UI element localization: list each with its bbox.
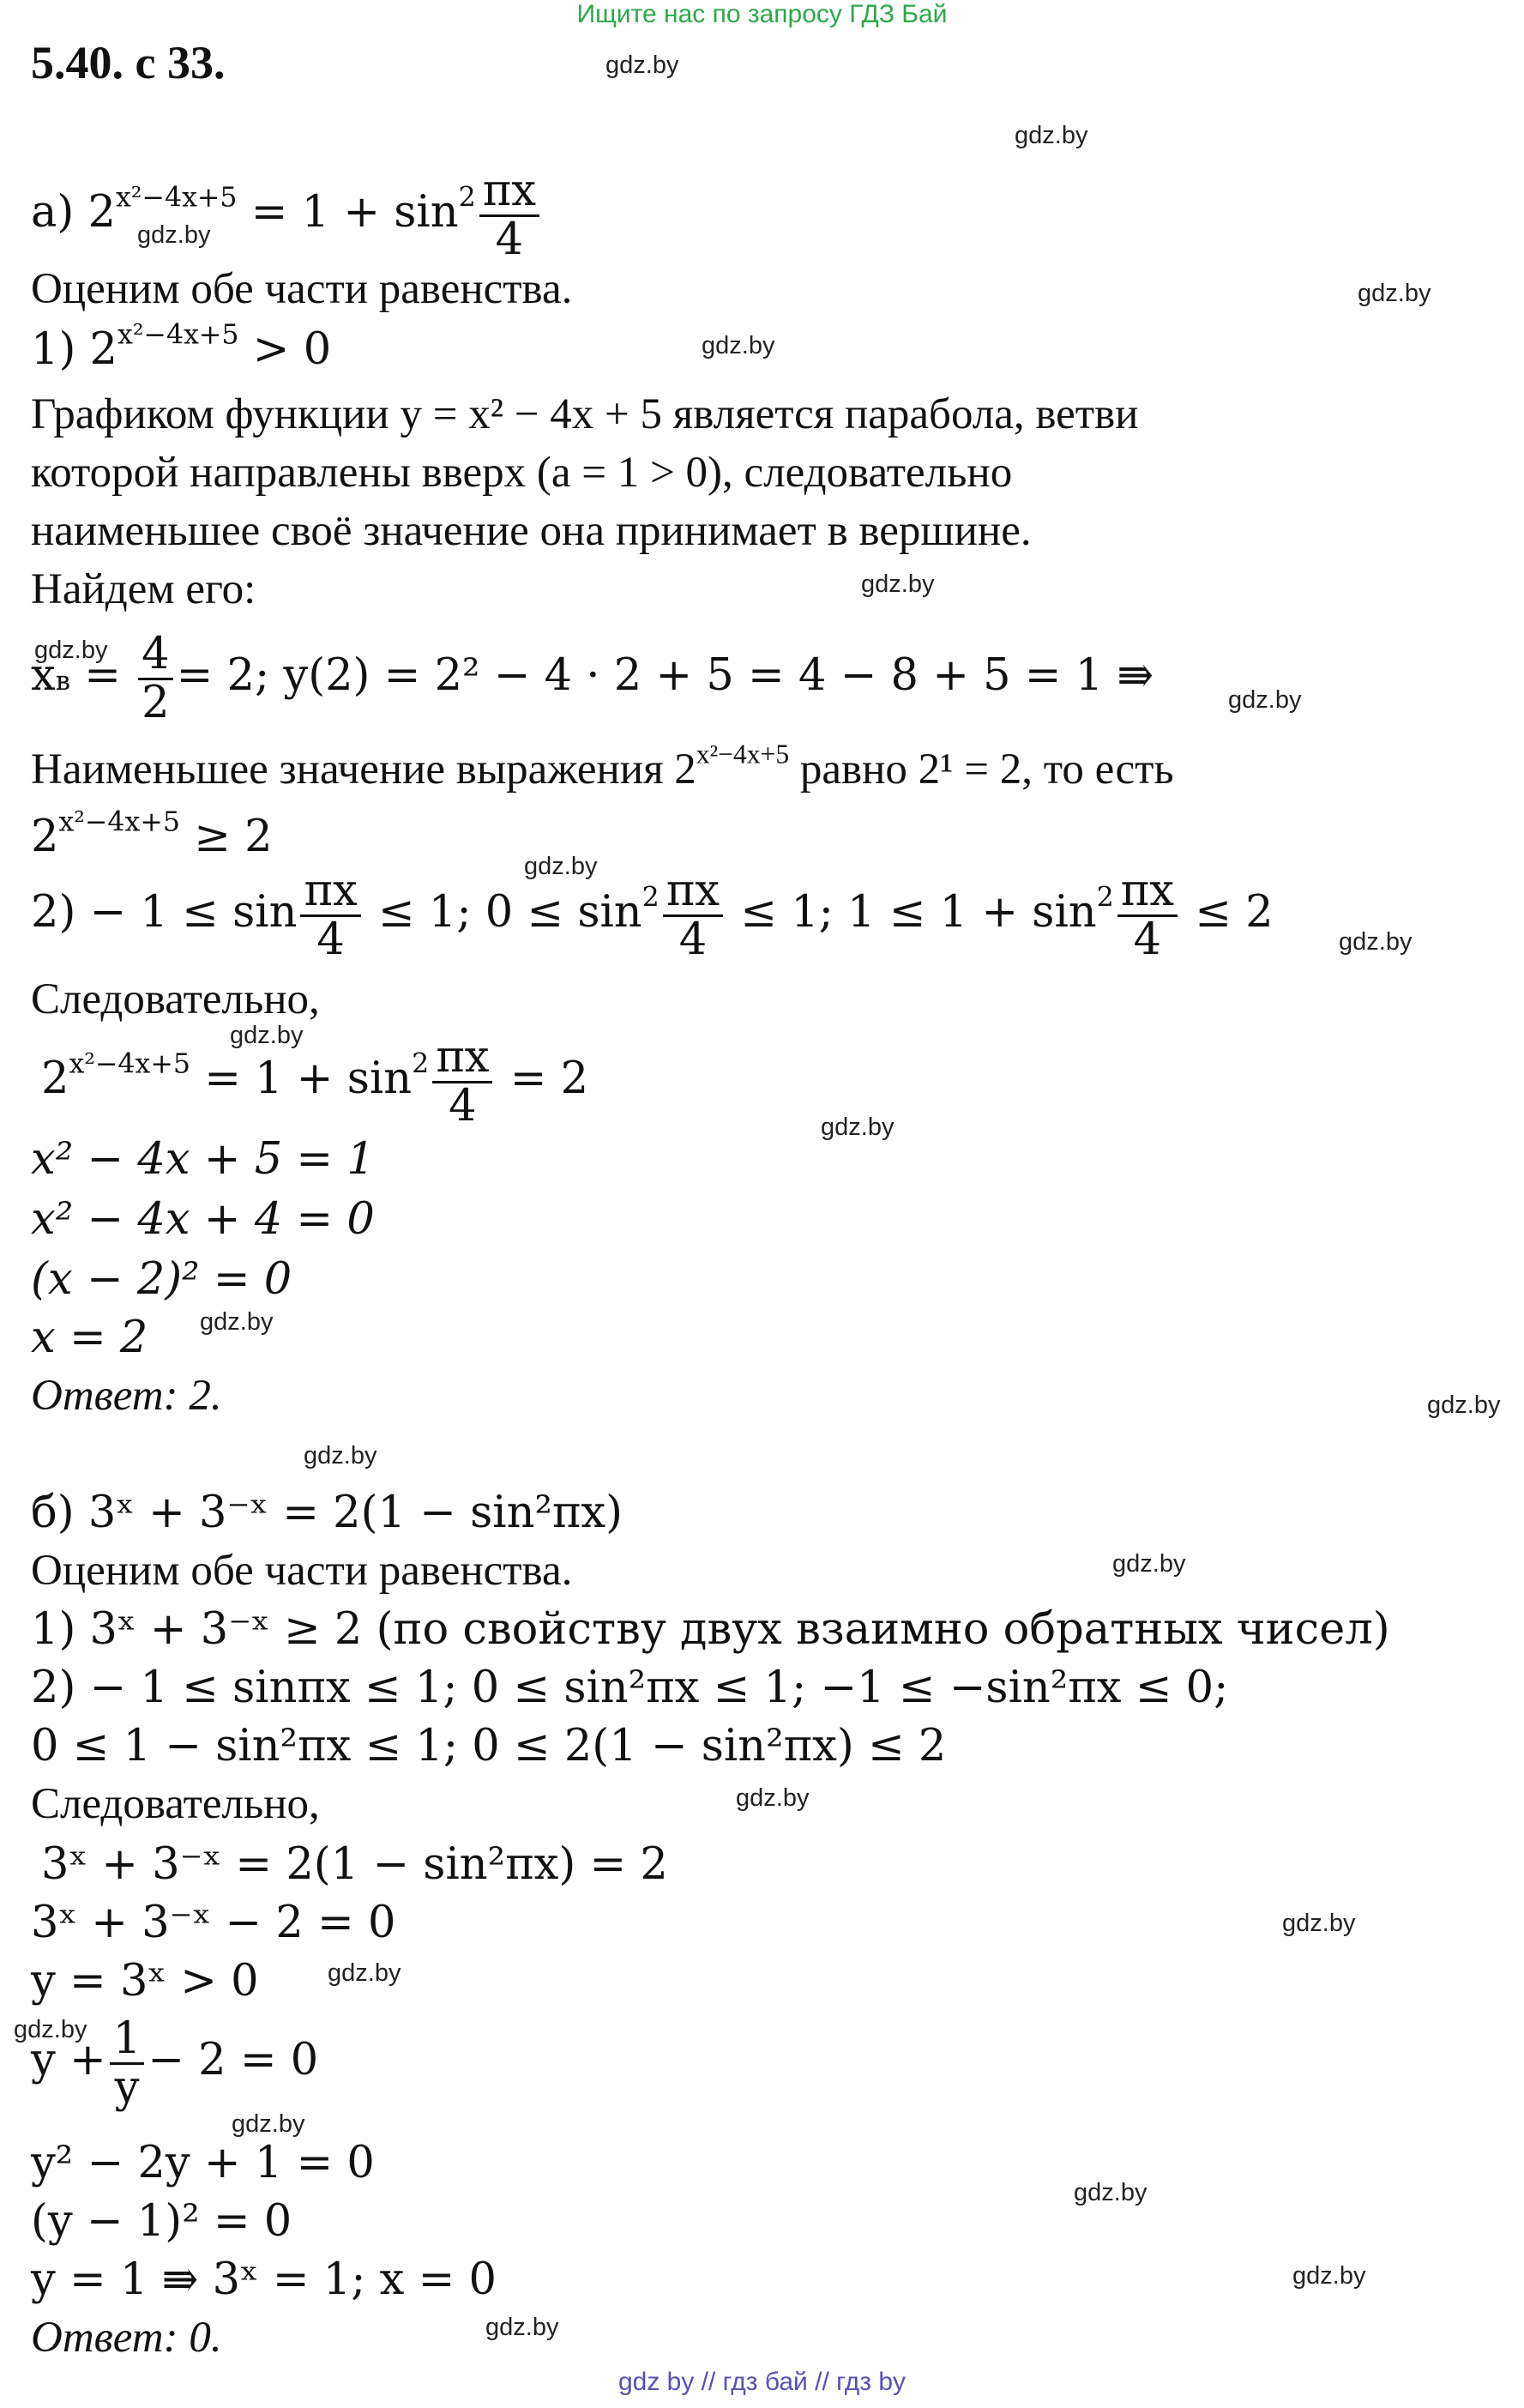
solve-step-4: x = 2 <box>31 1313 148 1363</box>
solve-b-1: 3ˣ + 3⁻ˣ = 2(1 − sin²πx) = 2 <box>41 1839 668 1890</box>
answer-a: Ответ: 2. <box>31 1372 222 1420</box>
watermark: gdz.by <box>232 2110 305 2138</box>
watermark: gdz.by <box>1282 1910 1356 1937</box>
solve-b-2: 3ˣ + 3⁻ˣ − 2 = 0 <box>31 1898 396 1948</box>
watermark: gdz.by <box>1112 1550 1186 1578</box>
watermark: gdz.by <box>137 221 211 249</box>
watermark: gdz.by <box>328 1959 401 1987</box>
watermark: gdz.by <box>34 637 108 664</box>
step2-a: 2) − 1 ≤ sin $\frac{\pi x}{4}$ ≤ 1; $0 \le \sin^2$ $\frac{\pi x}{4}$ ≤ 1; $1 \le 1 + \sin^2$ $\frac{\pi x}{4}$ ≤ 2 <box>31 866 1274 965</box>
watermark: gdz.by <box>304 1442 377 1470</box>
watermark: gdz.by <box>1015 122 1088 149</box>
solve-b-3: y = 3ˣ > 0 <box>31 1956 259 2007</box>
watermark: gdz.by <box>736 1784 810 1812</box>
problem-a: а) $2^{x^2-4x+5} = 1 + \sin^2$ $\frac{\pi x}{4}$ <box>31 168 543 263</box>
solve-step-1: x² − 4x + 5 = 1 <box>31 1134 375 1185</box>
solve-step-3: (x − 2)² = 0 <box>31 1254 292 1305</box>
page-title: 5.40. с 33. <box>31 37 226 88</box>
solve-b-4: y + $\frac{1}{y}$ − 2 = 0 <box>31 2013 319 2113</box>
watermark: gdz.by <box>200 1308 274 1336</box>
explain-line-1: Графиком функции y = x² − 4x + 5 является парабола, ветви <box>31 390 1139 438</box>
solve-b-7: y = 1 ⇛ 3ˣ = 1; x = 0 <box>31 2254 497 2305</box>
watermark: gdz.by <box>1358 280 1431 307</box>
watermark: gdz.by <box>524 853 598 880</box>
problem-b: б) 3ˣ + 3⁻ˣ = 2(1 − sin²πx) <box>31 1488 623 1538</box>
watermark: gdz.by <box>702 332 775 359</box>
estimate-a: Оценим обе части равенства. <box>31 265 573 313</box>
solve-b-5: y² − 2y + 1 = 0 <box>31 2138 375 2188</box>
vertex-calc: xв = $\frac{4}{2}$ = 2; y(2) = 2² − 4 · 2 + 5 = 4 − 8 + 5 = 1 ⇛ <box>31 629 1154 728</box>
step1-a: 1) $2^{x^2-4x+5} > 0$ <box>31 319 332 375</box>
therefore-b: Следовательно, <box>31 1780 320 1828</box>
solve-step-2: x² − 4x + 4 = 0 <box>31 1194 375 1245</box>
top-banner: Ищите нас по запросу ГДЗ Бай <box>576 0 948 28</box>
watermark: gdz.by <box>1228 686 1302 714</box>
solve-b-6: (y − 1)² = 0 <box>31 2196 292 2247</box>
explain-line-2: которой направлены вверх (a = 1 > 0), следовательно <box>31 449 1013 497</box>
estimate-b: Оценим обе части равенства. <box>31 1547 573 1595</box>
step1-b: 1) 3ˣ + 3⁻ˣ ≥ 2 (по свойству двух взаимно обратных чисел) <box>31 1604 1390 1655</box>
exponent: x²−4x+5 <box>115 182 238 214</box>
step3-b: 0 ≤ 1 − sin²πx ≤ 1; 0 ≤ 2(1 − sin²πx) ≤ 2 <box>31 1721 947 1771</box>
watermark: gdz.by <box>1074 2179 1148 2206</box>
watermark: gdz.by <box>1427 1391 1501 1419</box>
step2-b: 2) − 1 ≤ sinπx ≤ 1; 0 ≤ sin²πx ≤ 1; −1 ≤ −sin²πx ≤ 0; <box>31 1663 1229 1713</box>
watermark: gdz.by <box>485 2314 559 2341</box>
watermark: gdz.by <box>605 51 679 79</box>
bottom-banner: gdz by // гдз бай // гдз by <box>617 2368 907 2396</box>
watermark: gdz.by <box>14 2016 87 2043</box>
watermark: gdz.by <box>821 1113 895 1141</box>
therefore-a: Следовательно, <box>31 975 320 1023</box>
answer-b: Ответ: 0. <box>31 2314 222 2362</box>
explain-line-3: наименьшее своё значение она принимает в вершине. <box>31 507 1032 555</box>
watermark: gdz.by <box>230 1022 304 1049</box>
watermark: gdz.by <box>1292 2262 1366 2290</box>
watermark: gdz.by <box>1339 928 1413 956</box>
watermark: gdz.by <box>861 570 935 598</box>
fraction: $\frac{\pi x}{4}$ <box>479 168 539 263</box>
equality-a: $2^{x^2-4x+5} = 1 + \sin^2$ $\frac{\pi x}{4}$ = 2 <box>41 1032 589 1132</box>
find-label: Найдем его: <box>31 565 256 613</box>
least-value: Наименьшее значение выражения $2^{x^2-4x+5}$ равно 2¹ = 2, то есть <box>31 739 1174 794</box>
geq-line: $2^{x^2-4x+5} \ge 2$ <box>31 806 273 862</box>
